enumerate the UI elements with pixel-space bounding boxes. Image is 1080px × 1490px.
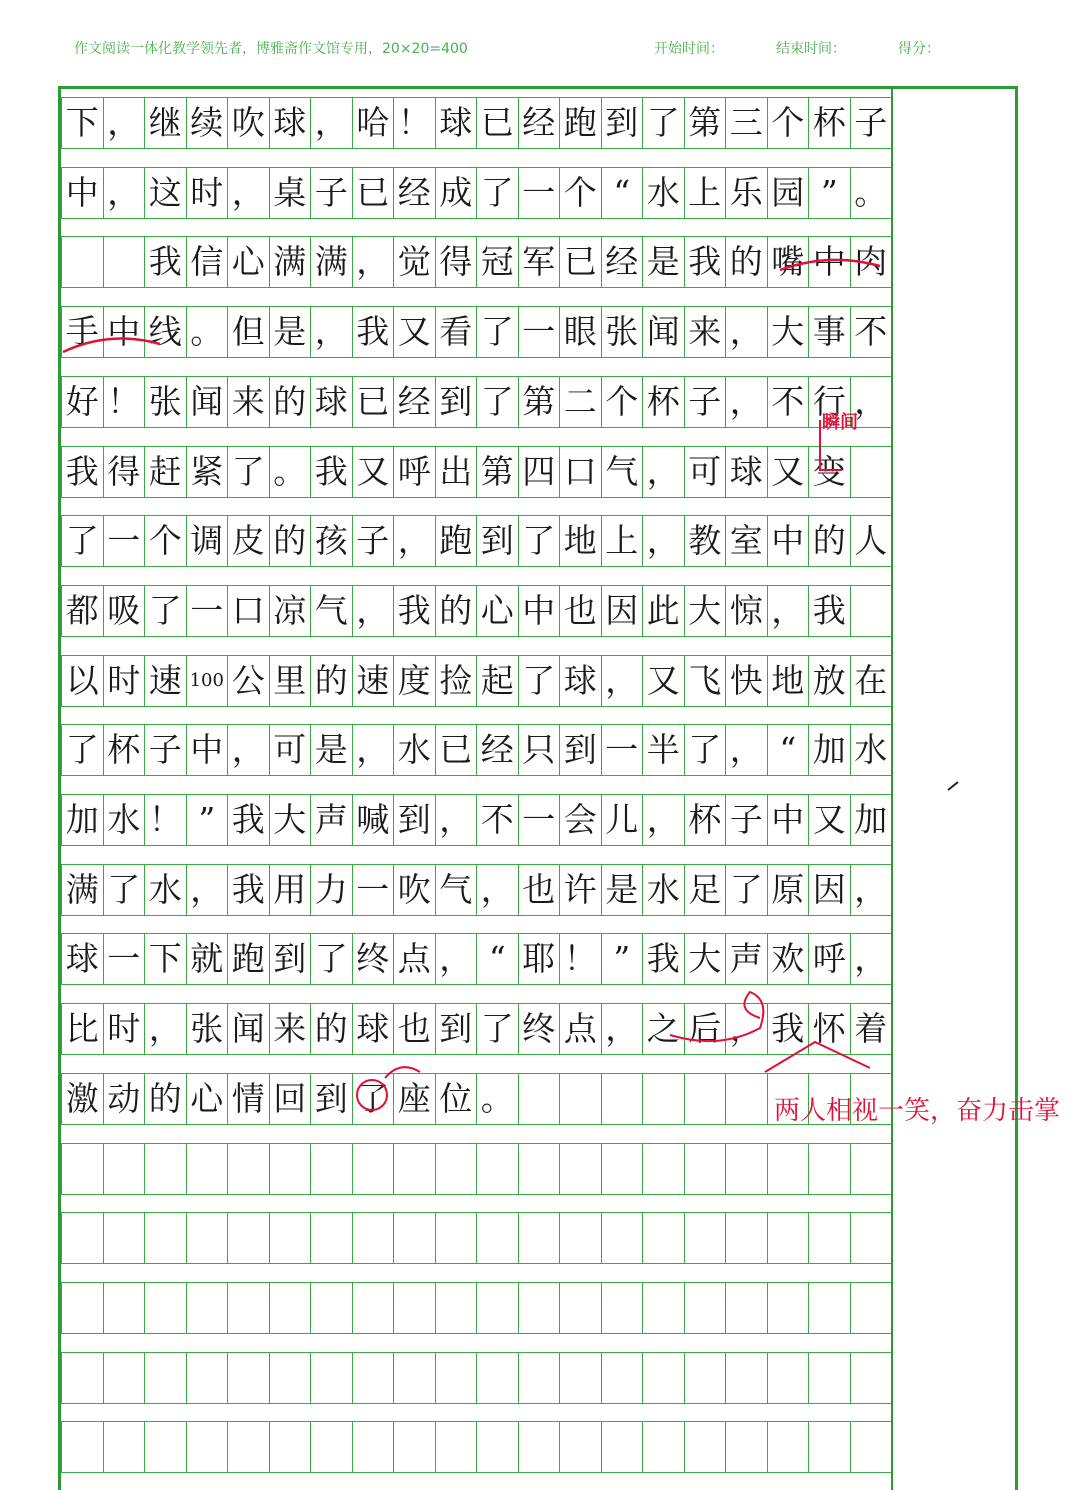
grid-cell: 只 — [518, 725, 560, 775]
grid-cell: 又 — [352, 447, 394, 497]
grid-cell: 大 — [269, 795, 311, 845]
grid-cell: 第 — [518, 377, 560, 427]
grid-cell: 已 — [352, 377, 394, 427]
grid-cell: 位 — [435, 1074, 477, 1124]
grid-cell: ” — [186, 795, 228, 845]
grid-cell: 里 — [269, 656, 311, 706]
grid-cell: ” — [601, 934, 643, 984]
grid-cell: 到 — [559, 725, 601, 775]
grid-cell: 气 — [435, 865, 477, 915]
grid-cell: 中 — [186, 725, 228, 775]
grid-cell: 继 — [144, 98, 186, 148]
grid-cell: 行 — [808, 377, 850, 427]
grid-cell: 中 — [767, 516, 809, 566]
grid-cell: 满 — [269, 237, 311, 287]
grid-cell: 欢 — [767, 934, 809, 984]
grid-cell: 喊 — [352, 795, 394, 845]
grid-cell: 气 — [601, 447, 643, 497]
grid-cell: 捡 — [435, 656, 477, 706]
grid-cell: 口 — [227, 586, 269, 636]
grid-cell: 儿 — [601, 795, 643, 845]
grid-cell: 加 — [808, 725, 850, 775]
grid-cell: 个 — [601, 377, 643, 427]
grid-cell: 得 — [103, 447, 145, 497]
grid-cell: ， — [725, 377, 767, 427]
grid-cell: ， — [103, 168, 145, 218]
grid-cell: 终 — [518, 1004, 560, 1054]
grid-cell: 我 — [684, 237, 726, 287]
grid-cell: 张 — [144, 377, 186, 427]
grid-cell: 座 — [393, 1074, 435, 1124]
grid-cell: 又 — [808, 795, 850, 845]
grid-cell: 。 — [269, 447, 311, 497]
grid-cell: 地 — [767, 656, 809, 706]
grid-cell: 许 — [559, 865, 601, 915]
grid-cell: 好 — [61, 377, 103, 427]
grid-cell: 这 — [144, 168, 186, 218]
grid-cell: 皮 — [227, 516, 269, 566]
grid-cell: 第 — [684, 98, 726, 148]
grid-cell: 手 — [61, 307, 103, 357]
grid-cell: 水 — [103, 795, 145, 845]
grid-cell: 了 — [476, 307, 518, 357]
grid-cell: 线 — [144, 307, 186, 357]
grid-cell: 。 — [476, 1074, 518, 1124]
grid-cell: ， — [601, 1004, 643, 1054]
grid-cell: ” — [808, 168, 850, 218]
grid-cell: 比 — [61, 1004, 103, 1054]
grid-cell: 快 — [725, 656, 767, 706]
grid-cell: 已 — [476, 98, 518, 148]
grid-cell: 也 — [393, 1004, 435, 1054]
grid-cell: 已 — [559, 237, 601, 287]
grid-cell: ， — [435, 795, 477, 845]
grid-cell: 此 — [642, 586, 684, 636]
grid-cell: ， — [601, 656, 643, 706]
grid-cell: 大 — [684, 934, 726, 984]
grid-cell: 闻 — [642, 307, 684, 357]
grid-cell: 到 — [476, 516, 518, 566]
grid-cell: 怀 — [808, 1004, 850, 1054]
grid-cell: “ — [767, 725, 809, 775]
grid-cell: 大 — [767, 307, 809, 357]
grid-cell: 下 — [144, 934, 186, 984]
grid-cell: 了 — [725, 865, 767, 915]
grid-cell: 心 — [227, 237, 269, 287]
grid-cell: 因 — [601, 586, 643, 636]
grid-cell: 耶 — [518, 934, 560, 984]
grid-cell: 球 — [352, 1004, 394, 1054]
grid-cell: 因 — [808, 865, 850, 915]
grid-cell: 到 — [310, 1074, 352, 1124]
grid-cell: 不 — [476, 795, 518, 845]
grid-cell: 了 — [476, 168, 518, 218]
grid-cell: 上 — [684, 168, 726, 218]
grid-cell: 嘴 — [767, 237, 809, 287]
grid-cell: 人 — [850, 516, 892, 566]
grid-cell: 杯 — [103, 725, 145, 775]
grid-cell: 杯 — [642, 377, 684, 427]
grid-cell: 水 — [144, 865, 186, 915]
grid-cell: 信 — [186, 237, 228, 287]
grid-cell: 点 — [393, 934, 435, 984]
grid-cell: 公 — [227, 656, 269, 706]
grid-cell: “ — [601, 168, 643, 218]
grid-cell: ， — [103, 98, 145, 148]
grid-cell: 子 — [310, 168, 352, 218]
grid-cell: 一 — [518, 307, 560, 357]
grid-cell: 调 — [186, 516, 228, 566]
grid-cell: 的 — [144, 1074, 186, 1124]
grid-cell: 地 — [559, 516, 601, 566]
grid-cell: 。 — [850, 168, 892, 218]
grid-cell: 惊 — [725, 586, 767, 636]
grid-cell: 是 — [642, 237, 684, 287]
grid-cell: 我 — [642, 934, 684, 984]
grid-cell: 情 — [227, 1074, 269, 1124]
grid-cell: 一 — [518, 168, 560, 218]
grid-cell: 之 — [642, 1004, 684, 1054]
grid-cell: 经 — [518, 98, 560, 148]
grid-cell: ， — [352, 725, 394, 775]
grid-cell: 球 — [435, 98, 477, 148]
grid-cell: 我 — [227, 795, 269, 845]
grid-cell: 以 — [61, 656, 103, 706]
grid-cell: 声 — [310, 795, 352, 845]
grid-cell: 三 — [725, 98, 767, 148]
grid-cell: 个 — [144, 516, 186, 566]
grid-cell: 的 — [435, 586, 477, 636]
grid-cell: 又 — [642, 656, 684, 706]
grid-cell: 经 — [393, 168, 435, 218]
grid-cell: 哈 — [352, 98, 394, 148]
grid-cell: ， — [642, 447, 684, 497]
grid-cell: ， — [310, 98, 352, 148]
grid-cell: 到 — [435, 377, 477, 427]
end-time-label: 结束时间： — [776, 41, 846, 57]
grid-cell: “ — [476, 934, 518, 984]
grid-cell: ， — [850, 377, 892, 427]
grid-cell: 呼 — [393, 447, 435, 497]
grid-cell: 终 — [352, 934, 394, 984]
grid-cell: 来 — [684, 307, 726, 357]
grid-cell: 中 — [103, 307, 145, 357]
grid-cell: ， — [850, 934, 892, 984]
grid-cell: 的 — [269, 377, 311, 427]
grid-cell: 我 — [352, 307, 394, 357]
grid-cell: 激 — [61, 1074, 103, 1124]
grid-cell: ， — [725, 1004, 767, 1054]
grid-cell: 。 — [186, 307, 228, 357]
grid-cell: 经 — [393, 377, 435, 427]
publisher-label: 作文阅读一体化教学领先者，博雅斋作文馆专用，20×20=400 — [74, 41, 468, 57]
grid-cell: 了 — [103, 865, 145, 915]
grid-cell: 是 — [310, 725, 352, 775]
grid-cell: 子 — [725, 795, 767, 845]
grid-cell: 可 — [684, 447, 726, 497]
grid-cell: 了 — [476, 1004, 518, 1054]
grid-cell: 上 — [601, 516, 643, 566]
grid-cell: 我 — [767, 1004, 809, 1054]
grid-cell: 水 — [850, 725, 892, 775]
grid-cell: 也 — [518, 865, 560, 915]
grid-cell: 中 — [808, 237, 850, 287]
grid-cell: 是 — [601, 865, 643, 915]
grid-cell: 半 — [642, 725, 684, 775]
grid-cell: 教 — [684, 516, 726, 566]
grid-cell: ！ — [103, 377, 145, 427]
grid-cell: 了 — [144, 586, 186, 636]
grid-cell: 动 — [103, 1074, 145, 1124]
grid-cell: 水 — [642, 168, 684, 218]
grid-cell: 的 — [310, 1004, 352, 1054]
grid-cell: 到 — [269, 934, 311, 984]
score-label: 得分： — [898, 41, 940, 57]
grid-cell: ！ — [559, 934, 601, 984]
grid-cell: 原 — [767, 865, 809, 915]
grid-cell: 水 — [642, 865, 684, 915]
grid-cell: 我 — [144, 237, 186, 287]
grid-cell: 冠 — [476, 237, 518, 287]
grid-cell: 了 — [684, 725, 726, 775]
grid-cell: 气 — [310, 586, 352, 636]
grid-cell: 足 — [684, 865, 726, 915]
grid-cell: 加 — [61, 795, 103, 845]
grid-cell: 回 — [269, 1074, 311, 1124]
grid-cell: 杯 — [808, 98, 850, 148]
grid-cell: 后 — [684, 1004, 726, 1054]
grid-cell: 是 — [269, 307, 311, 357]
grid-cell: 了 — [642, 98, 684, 148]
grid-cell: 桌 — [269, 168, 311, 218]
grid-cell: 着 — [850, 1004, 892, 1054]
grid-cell: 球 — [725, 447, 767, 497]
grid-cell: 点 — [559, 1004, 601, 1054]
grid-cell: 子 — [144, 725, 186, 775]
grid-cell: ， — [725, 307, 767, 357]
grid-cell: 时 — [103, 1004, 145, 1054]
grid-cell: 我 — [393, 586, 435, 636]
grid-cell: ， — [767, 586, 809, 636]
grid-cell: 一 — [518, 795, 560, 845]
grid-cell: 张 — [601, 307, 643, 357]
grid-cell: 乐 — [725, 168, 767, 218]
grid-cell: 一 — [186, 586, 228, 636]
grid-cell: 飞 — [684, 656, 726, 706]
grid-cell: 就 — [186, 934, 228, 984]
grid-cell: 不 — [767, 377, 809, 427]
grid-cell: 杯 — [684, 795, 726, 845]
grid-cell: 到 — [601, 98, 643, 148]
grid-cell: 但 — [227, 307, 269, 357]
grid-cell: 的 — [310, 656, 352, 706]
grid-cell: 闻 — [227, 1004, 269, 1054]
grid-cell: 跑 — [227, 934, 269, 984]
grid-cell: 到 — [435, 1004, 477, 1054]
grid-cell: 100 — [186, 656, 228, 706]
grid-cell: 起 — [476, 656, 518, 706]
margin-comment: 两人相视一笑，奋力击掌 — [774, 1096, 1061, 1126]
grid-cell: 心 — [186, 1074, 228, 1124]
grid-cell: 又 — [767, 447, 809, 497]
grid-cell: 中 — [61, 168, 103, 218]
grid-cell: 我 — [310, 447, 352, 497]
grid-cell: 经 — [476, 725, 518, 775]
grid-cell: 已 — [352, 168, 394, 218]
grid-cell: ， — [642, 795, 684, 845]
grid-cell: 会 — [559, 795, 601, 845]
grid-cell: 了 — [518, 656, 560, 706]
grid-cell: ， — [227, 168, 269, 218]
grid-cell: 了 — [61, 725, 103, 775]
grid-cell: 在 — [850, 656, 892, 706]
grid-cell: 大 — [684, 586, 726, 636]
grid-cell: 可 — [269, 725, 311, 775]
grid-cell: 了 — [476, 377, 518, 427]
grid-cell: 吸 — [103, 586, 145, 636]
grid-cell: 子 — [352, 516, 394, 566]
grid-cell: ， — [352, 586, 394, 636]
grid-cell: 我 — [61, 447, 103, 497]
grid-cell: 觉 — [393, 237, 435, 287]
grid-cell: 室 — [725, 516, 767, 566]
grid-cell: 张 — [186, 1004, 228, 1054]
grid-cell: 出 — [435, 447, 477, 497]
grid-cell: ， — [352, 237, 394, 287]
grid-cell: 时 — [186, 168, 228, 218]
grid-cell: 看 — [435, 307, 477, 357]
grid-cell: 一 — [352, 865, 394, 915]
grid-cell: 速 — [144, 656, 186, 706]
grid-cell: 下 — [61, 98, 103, 148]
grid-cell: 子 — [684, 377, 726, 427]
grid-cell: ， — [850, 865, 892, 915]
grid-cell: 来 — [227, 377, 269, 427]
grid-cell: ， — [227, 725, 269, 775]
grid-cell: 口 — [559, 447, 601, 497]
grid-cell: 个 — [559, 168, 601, 218]
grid-cell: 续 — [186, 98, 228, 148]
grid-cell: ， — [642, 516, 684, 566]
grid-cell: 已 — [435, 725, 477, 775]
grid-cell: ， — [476, 865, 518, 915]
grid-cell: 孩 — [310, 516, 352, 566]
grid-cell: ， — [435, 934, 477, 984]
grid-cell: 吹 — [393, 865, 435, 915]
grid-cell: 都 — [61, 586, 103, 636]
grid-cell: 个 — [767, 98, 809, 148]
grid-cell: 加 — [850, 795, 892, 845]
grid-cell: ！ — [144, 795, 186, 845]
grid-cell: 肉 — [850, 237, 892, 287]
grid-cell: 我 — [227, 865, 269, 915]
grid-cell: 四 — [518, 447, 560, 497]
grid-cell: 球 — [269, 98, 311, 148]
grid-cell: 心 — [476, 586, 518, 636]
grid-cell: ， — [393, 516, 435, 566]
grid-cell: 又 — [393, 307, 435, 357]
grid-cell: 一 — [103, 934, 145, 984]
grid-cell: 军 — [518, 237, 560, 287]
grid-cell: 到 — [393, 795, 435, 845]
grid-cell: 度 — [393, 656, 435, 706]
grid-cell: 赶 — [144, 447, 186, 497]
grid-cell: 成 — [435, 168, 477, 218]
grid-cell: 满 — [310, 237, 352, 287]
grid-cell: 水 — [393, 725, 435, 775]
grid-cell: 眼 — [559, 307, 601, 357]
grid-cell: 球 — [559, 656, 601, 706]
grid-cell: 的 — [725, 237, 767, 287]
grid-cell: 吹 — [227, 98, 269, 148]
grid-cell: 园 — [767, 168, 809, 218]
grid-cell: 球 — [61, 934, 103, 984]
grid-cell: 放 — [808, 656, 850, 706]
grid-cell: 了 — [227, 447, 269, 497]
insert-word-correction: 瞬间 — [822, 412, 858, 433]
grid-cell: 二 — [559, 377, 601, 427]
grid-cell: 凉 — [269, 586, 311, 636]
grid-cell: 满 — [61, 865, 103, 915]
grid-cell: 跑 — [559, 98, 601, 148]
grid-cell: 呼 — [808, 934, 850, 984]
grid-cell: 经 — [601, 237, 643, 287]
grid-cell: 紧 — [186, 447, 228, 497]
grid-cell: 声 — [725, 934, 767, 984]
grid-cell: 不 — [850, 307, 892, 357]
grid-cell: ， — [310, 307, 352, 357]
grid-cell: 用 — [269, 865, 311, 915]
grid-cell: 跑 — [435, 516, 477, 566]
grid-cell: 球 — [310, 377, 352, 427]
grid-cell: ， — [144, 1004, 186, 1054]
grid-cell: 的 — [808, 516, 850, 566]
grid-cell: ， — [725, 725, 767, 775]
grid-cell: 了 — [352, 1074, 394, 1124]
grid-cell: 事 — [808, 307, 850, 357]
grid-cell: 第 — [476, 447, 518, 497]
grid-cell: 变 — [808, 447, 850, 497]
grid-cell: 中 — [767, 795, 809, 845]
start-time-label: 开始时间： — [654, 41, 724, 57]
grid-cell: 一 — [601, 725, 643, 775]
grid-cell: 也 — [559, 586, 601, 636]
grid-cell: 力 — [310, 865, 352, 915]
grid-cell: ， — [186, 865, 228, 915]
grid-cell: 来 — [269, 1004, 311, 1054]
grid-cell: 了 — [61, 516, 103, 566]
grid-cell: 了 — [518, 516, 560, 566]
grid-cell: 时 — [103, 656, 145, 706]
grid-cell: 闻 — [186, 377, 228, 427]
grid-cell: 得 — [435, 237, 477, 287]
grid-cell: 子 — [850, 98, 892, 148]
grid-cell: 了 — [310, 934, 352, 984]
grid-cell: ！ — [393, 98, 435, 148]
grid-cell: 一 — [103, 516, 145, 566]
grid-cell: 中 — [518, 586, 560, 636]
grid-cell: 速 — [352, 656, 394, 706]
grid-cell: 我 — [808, 586, 850, 636]
grid-cell: 的 — [269, 516, 311, 566]
